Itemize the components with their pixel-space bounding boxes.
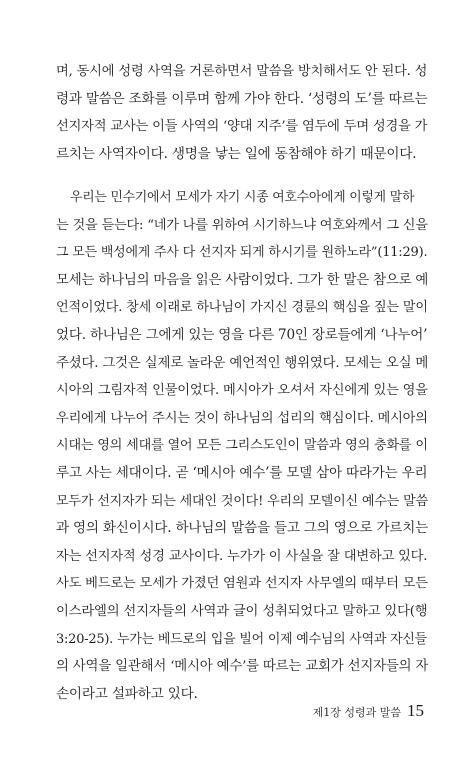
running-head: 제1장 성령과 말씀 <box>312 706 401 719</box>
page-footer <box>313 701 424 725</box>
text-line: 시대는 영의 세대를 열어 모든 그리스도인이 말씀과 영의 충화를 이 <box>56 438 428 454</box>
text-line: 사도 베드로는 모세가 가졌던 염원과 선지자 사무엘의 때부터 모든 <box>56 576 428 592</box>
text-line: 그 모든 백성에게 주사 다 선지자 되게 하시기를 원하노라”(11:29). <box>56 245 428 261</box>
text-line: 과 영의 화신이시다. 하나님의 말씀을 들고 그의 영으로 가르치는 <box>56 520 428 537</box>
text-line: 모두가 선지자가 되는 세대인 것이다! 우리의 모델이신 예수는 말씀 <box>56 493 428 509</box>
paragraph-1 <box>56 58 428 168</box>
text-line: 손이라고 설파하고 있다. <box>56 685 198 702</box>
page-number: 15 <box>407 701 424 720</box>
text-line: 언적이었다. 창세 이래로 하나님이 가지신 경륜의 핵심을 짚는 말이 <box>56 300 428 316</box>
text-line: 는 것을 듣는다: “네가 나를 위하여 시기하느냐 여호와께서 그 신을 <box>56 217 428 233</box>
text-line: 르치는 사역자이다. 생명을 낳는 일에 동참해야 하기 때문이다. <box>56 145 417 162</box>
text-line: 이스라엘의 선지자들의 사역과 글이 성취되었다고 말하고 있다(행 <box>56 603 428 619</box>
text-line: 령과 말씀은 조화를 이루며 함께 가야 한다. ‘성령의 도’를 따르는 <box>56 90 428 107</box>
text-line: 의 사역을 일관해서 ‘메시아 예수’를 따르는 교회가 선지자들의 자 <box>56 659 428 675</box>
text-line: 우리에게 나누어 주시는 것이 하나님의 섭리의 핵심이다. 메시아의 <box>56 410 428 426</box>
text-line: 었다. 하나님은 그에게 있는 영을 다른 70인 장로들에게 ‘나누어’ <box>56 326 428 343</box>
text-line: 며, 동시에 성령 사역을 거론하면서 말씀을 방치해서도 안 된다. 성 <box>56 64 428 79</box>
text-line: 시아의 그림자적 인물이었다. 메시아가 오셔서 자신에게 있는 영을 <box>56 383 428 399</box>
text-line: 모세는 하나님의 마음을 읽은 사람이었다. 그가 한 말은 참으로 예 <box>56 272 428 288</box>
text-line: 루고 사는 세대이다. 곧 ‘메시아 예수’를 모델 삼아 따라가는 우리 <box>56 464 428 481</box>
text-line: 자는 선지자적 성경 교사이다. 누가가 이 사실을 잘 대변하고 있다. <box>56 548 428 564</box>
text-line: 우리는 민수기에서 모세가 자기 시종 여호수아에게 이렇게 말하 <box>70 190 415 205</box>
text-line: 3:20-25). 누가는 베드로의 입을 빌어 이제 예수님의 사역과 자신들 <box>56 631 427 647</box>
text-line: 주셨다. 그것은 실제로 놀라운 예언적인 행위였다. 모세는 오실 메 <box>56 355 428 371</box>
paragraph-2 <box>56 184 428 708</box>
text-line: 선지자적 교사는 이들 사역의 ‘양대 지주’를 염두에 두며 성경을 가 <box>56 119 428 135</box>
